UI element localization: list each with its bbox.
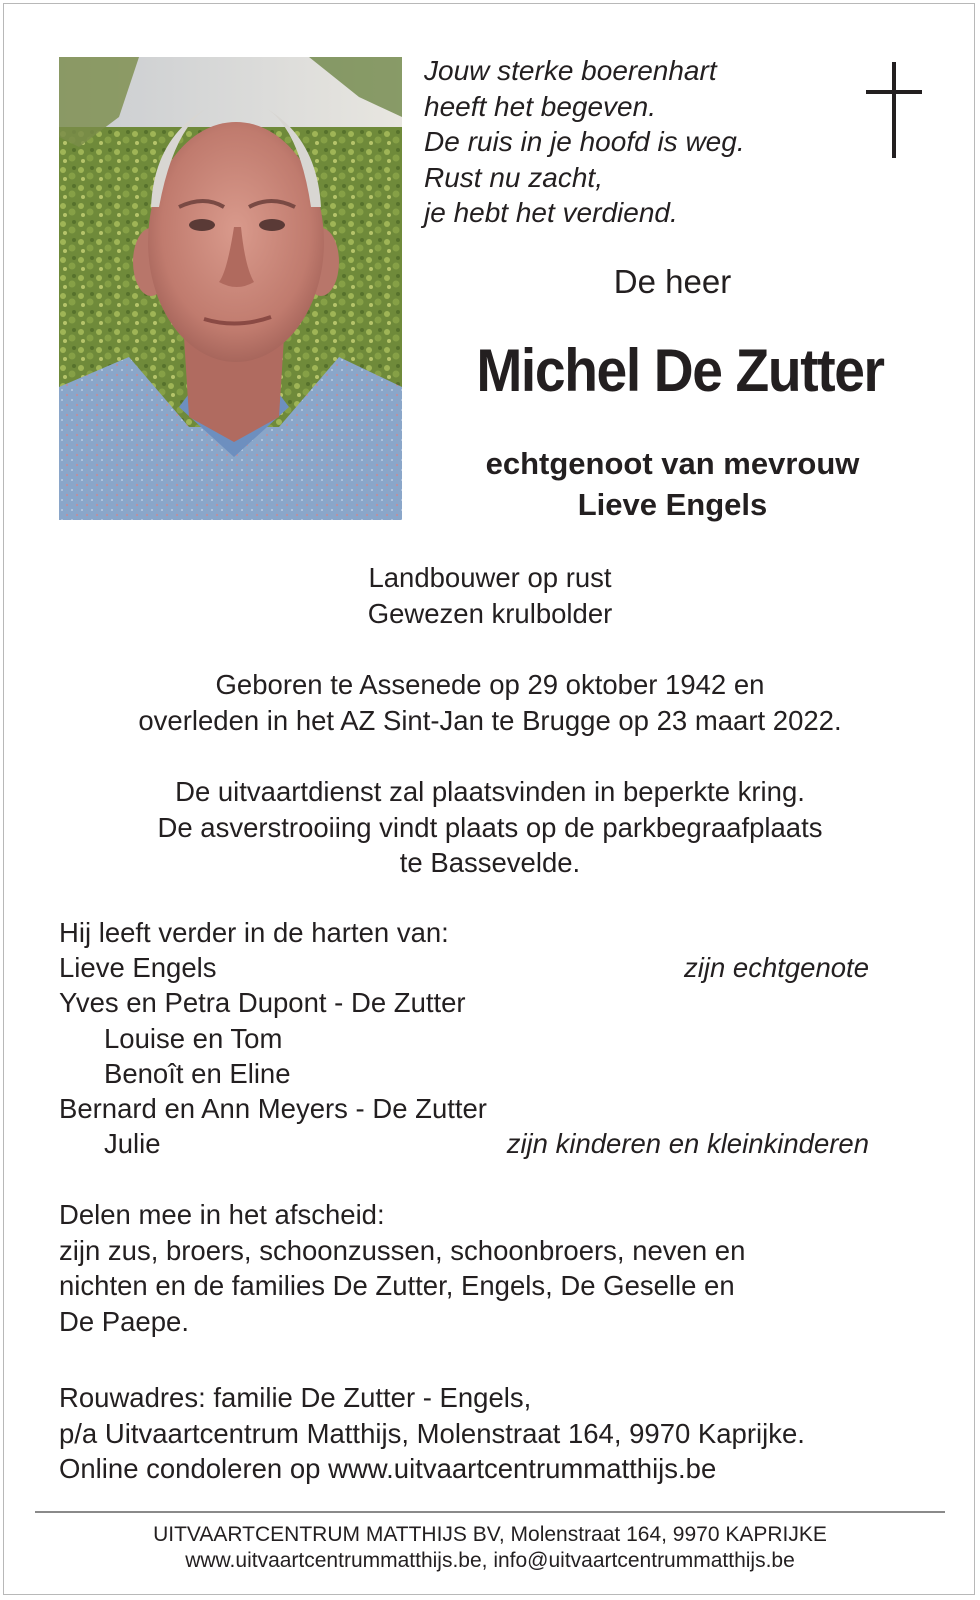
family-row bbox=[59, 1091, 869, 1126]
poem bbox=[424, 53, 745, 231]
funeral-info bbox=[0, 774, 980, 881]
death-line: overleden in het AZ Sint-Jan te Brugge op 23 maart 2022. bbox=[138, 704, 842, 736]
spouse-name: Lieve Engels bbox=[577, 487, 768, 522]
poem-line: heeft het begeven. bbox=[424, 90, 656, 122]
family-member: Lieve Engels bbox=[59, 952, 217, 984]
spouse-line: echtgenoot van mevrouw bbox=[485, 446, 860, 481]
farewell-intro: Delen mee in het afscheid: bbox=[59, 1199, 385, 1230]
farewell-line: nichten en de families De Zutter, Engels, De Geselle en bbox=[59, 1270, 735, 1301]
family-member: Bernard en Ann Meyers - De Zutter bbox=[59, 1092, 487, 1124]
poem-line: De ruis in je hoofd is weg. bbox=[424, 126, 745, 157]
funeral-line: De uitvaartdienst zal plaatsvinden in beperkte kring. bbox=[175, 776, 805, 807]
family-intro: Hij leeft verder in de harten van: bbox=[59, 917, 449, 948]
family-member: Benoît en Eline bbox=[104, 1057, 291, 1089]
poem-line: je hebt het verdiend. bbox=[424, 197, 678, 228]
cross-icon bbox=[866, 62, 922, 158]
poem-line: Rust nu zacht, bbox=[424, 161, 603, 193]
family-row bbox=[59, 1021, 869, 1056]
mourning-address bbox=[59, 1380, 939, 1487]
footer-divider bbox=[35, 1511, 945, 1513]
footer bbox=[0, 1522, 980, 1574]
honorific-title: De heer bbox=[613, 263, 732, 300]
funeral-line: te Bassevelde. bbox=[399, 847, 581, 878]
family-role: zijn kinderen en kleinkinderen bbox=[506, 1128, 869, 1160]
footer-contact: www.uitvaartcentrummatthijs.be, info@uitvaartcentrummatthijs.be bbox=[185, 1549, 795, 1572]
portrait-photo bbox=[59, 57, 402, 520]
address-line: Rouwadres: familie De Zutter - Engels, bbox=[59, 1382, 532, 1413]
occupation bbox=[0, 560, 980, 631]
poem-line: Jouw sterke boerenhart bbox=[424, 55, 717, 86]
family-row bbox=[59, 1126, 869, 1161]
birth-death-info bbox=[0, 667, 980, 738]
occupation-line: Gewezen krulbolder bbox=[367, 597, 613, 629]
occupation-line: Landbouwer op rust bbox=[368, 562, 612, 593]
footer-company: UITVAARTCENTRUM MATTHIJS BV, Molenstraat 164, 9970 KAPRIJKE bbox=[153, 1523, 827, 1546]
family-row bbox=[59, 985, 869, 1020]
family-member: Yves en Petra Dupont - De Zutter bbox=[59, 987, 466, 1019]
family-list bbox=[59, 915, 869, 1161]
family-row bbox=[59, 950, 869, 985]
address-line: p/a Uitvaartcentrum Matthijs, Molenstraat 164, 9970 Kaprijke. bbox=[59, 1417, 805, 1449]
condolence-line: Online condoleren op www.uitvaartcentrummatthijs.be bbox=[59, 1453, 717, 1484]
farewell-info bbox=[59, 1197, 879, 1339]
family-member: Julie bbox=[104, 1128, 161, 1160]
funeral-line: De asverstrooiing vindt plaats op de parkbegraafplaats bbox=[157, 811, 823, 843]
farewell-line: De Paepe. bbox=[59, 1305, 189, 1337]
family-member: Louise en Tom bbox=[104, 1022, 283, 1054]
family-row bbox=[59, 1056, 869, 1091]
spouse-info bbox=[410, 443, 935, 525]
deceased-name: Michel De Zutter bbox=[476, 337, 884, 404]
family-role: zijn echtgenote bbox=[684, 952, 869, 984]
birth-line: Geboren te Assenede op 29 oktober 1942 en bbox=[215, 669, 765, 700]
farewell-line: zijn zus, broers, schoonzussen, schoonbroers, neven en bbox=[59, 1234, 746, 1266]
